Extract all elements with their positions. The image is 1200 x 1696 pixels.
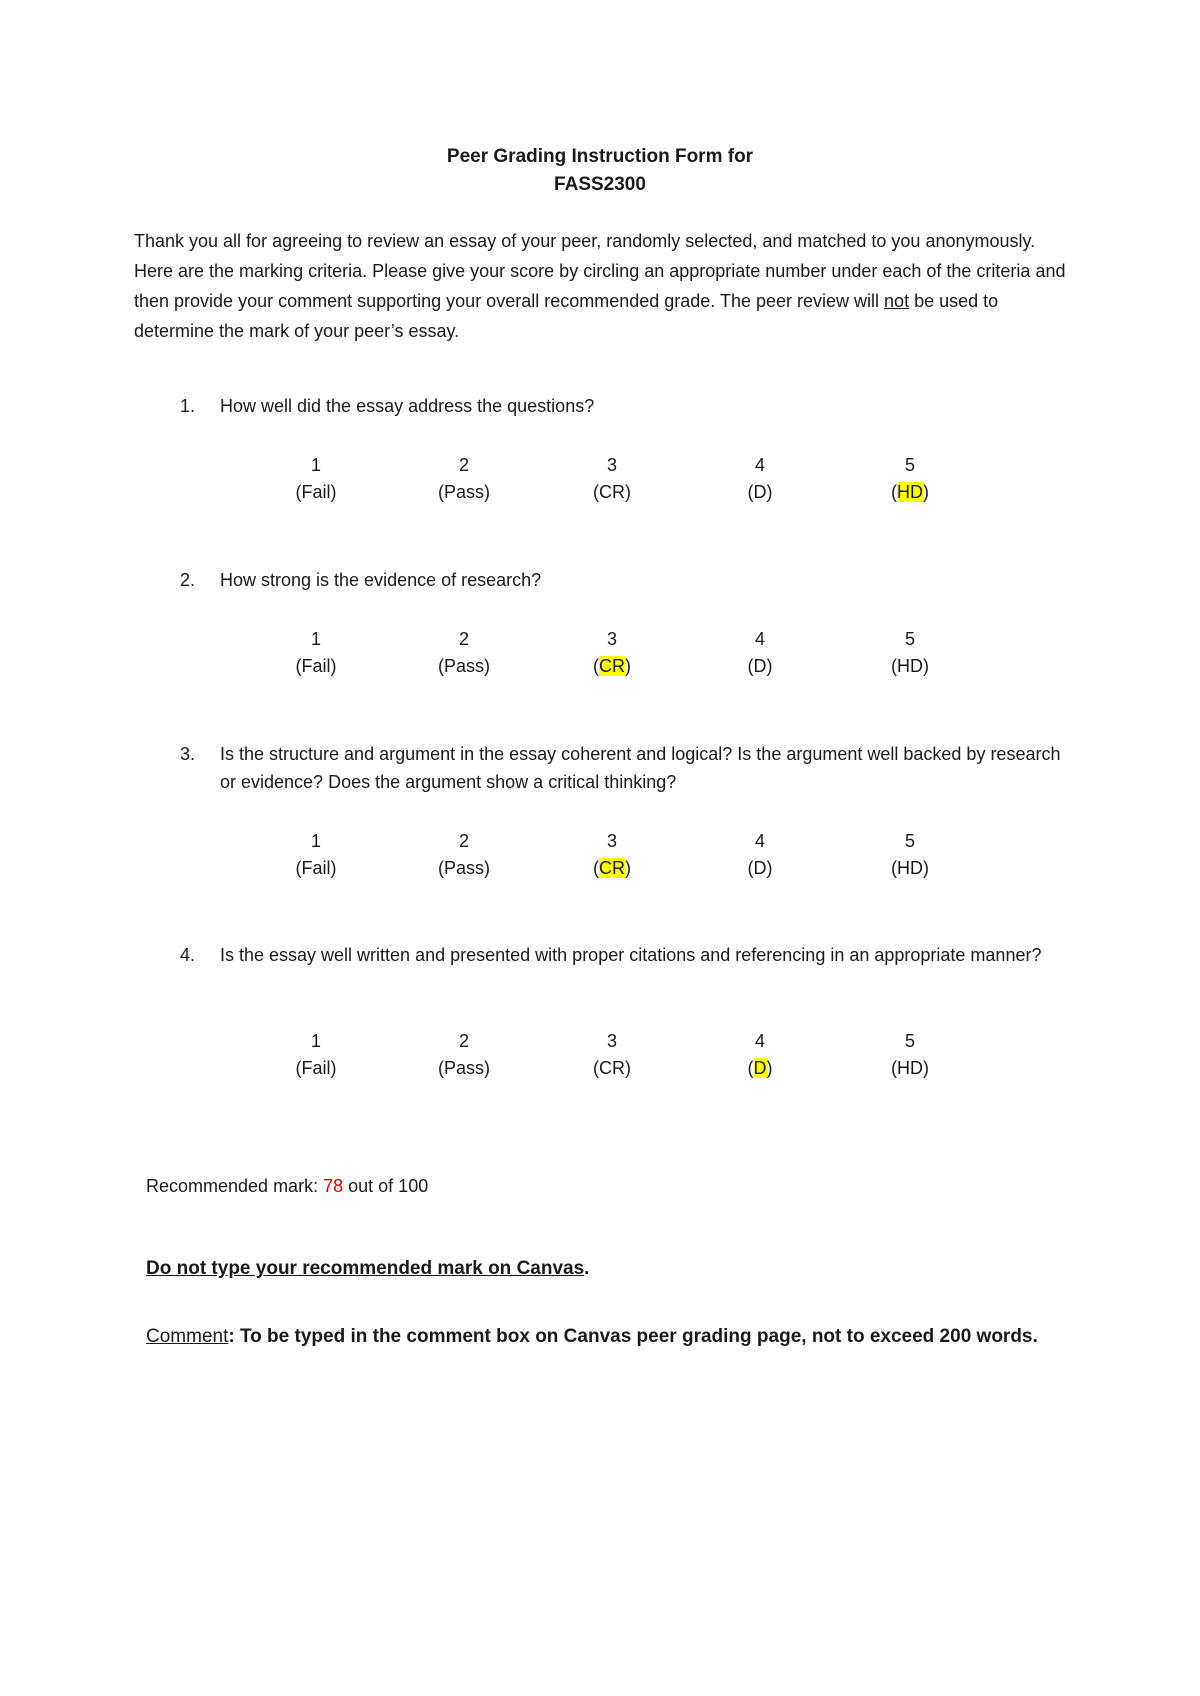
- scale-grade-label: [710, 1055, 810, 1082]
- open-paren: (: [593, 858, 599, 878]
- scale-number: 1: [310, 831, 321, 851]
- open-paren: (: [593, 482, 599, 502]
- question-number: 4.: [180, 945, 196, 965]
- close-paren: ): [625, 858, 631, 878]
- scale-grade-label: [562, 653, 662, 680]
- grade-text: D: [753, 1058, 767, 1078]
- open-paren: (: [437, 656, 444, 676]
- scale-grade-label: [562, 1055, 662, 1082]
- close-paren: ): [923, 1058, 929, 1078]
- warning-text: Do not type your recommended mark on Canvas: [146, 1258, 585, 1279]
- scale-option-2[interactable]: [414, 452, 514, 506]
- open-paren: (: [891, 1058, 897, 1078]
- open-paren: (: [295, 656, 302, 676]
- grade-text: HD: [897, 482, 923, 502]
- scale-number: 5: [904, 629, 915, 649]
- grade-text: D: [753, 482, 767, 502]
- scale-number: 5: [904, 455, 915, 475]
- scale-grade-label: [860, 479, 960, 506]
- grade-text: Fail: [301, 1058, 331, 1078]
- open-paren: (: [891, 858, 897, 878]
- scale-option-1[interactable]: [266, 452, 366, 506]
- intro-emphasis: not: [884, 291, 910, 311]
- scale-number: 4: [754, 629, 765, 649]
- scale-option-3-selected[interactable]: [562, 626, 662, 680]
- intro-text-2: be used to determine the mark of your peer’s essay.: [134, 291, 999, 341]
- recommended-label: Recommended mark:: [146, 1176, 319, 1196]
- scale-option-4[interactable]: [710, 452, 810, 506]
- scale-number: 4: [754, 831, 765, 851]
- scale-number: 5: [904, 831, 915, 851]
- question-number: 1.: [180, 396, 196, 416]
- grade-text: HD: [897, 858, 923, 878]
- question-text: How strong is the evidence of research?: [220, 570, 542, 590]
- intro-paragraph: [134, 226, 1074, 346]
- page-title-line1: Peer Grading Instruction Form for: [446, 146, 754, 167]
- scale-option-5-selected[interactable]: [860, 452, 960, 506]
- scale-number: 3: [606, 1031, 617, 1051]
- scale-number: 2: [458, 455, 469, 475]
- grade-text: CR: [599, 482, 625, 502]
- grade-text: Fail: [301, 656, 331, 676]
- close-paren: ): [766, 1058, 773, 1078]
- close-paren: ): [766, 482, 773, 502]
- scale-grade-label: [414, 479, 514, 506]
- grade-text: HD: [897, 1058, 923, 1078]
- grade-text: Pass: [443, 858, 485, 878]
- scale-option-4[interactable]: [710, 626, 810, 680]
- intro-text-1: Thank you all for agreeing to review an essay of your peer, randomly selected, and matched to you anonymously. Here are the marking criteria. Please give your score by circling an appropriate number under each of the criteria and then provide your comment supporting your overall recommended grade. The peer review will: [134, 231, 1066, 311]
- scale-number: 3: [606, 455, 617, 475]
- question-text: Is the essay well written and presented with proper citations and referencing in an appropriate manner?: [220, 945, 1042, 965]
- grade-text: Fail: [301, 482, 331, 502]
- close-paren: ): [923, 482, 929, 502]
- rating-scale-3: [0, 828, 1200, 884]
- scale-option-3[interactable]: [562, 452, 662, 506]
- question-number: 3.: [180, 744, 196, 764]
- question-text: How well did the essay address the questions?: [220, 396, 595, 416]
- question-text: Is the structure and argument in the essay coherent and logical? Is the argument well backed by research or evidence? Does the argument show a critical thinking?: [220, 744, 1061, 792]
- question-number: 2.: [180, 570, 196, 590]
- scale-option-1[interactable]: [266, 626, 366, 680]
- comment-text: To be typed in the comment box on Canvas peer grading page, not to exceed 200 words.: [234, 1326, 1038, 1347]
- scale-grade-label: [562, 855, 662, 882]
- rating-scale-4: [0, 1028, 1200, 1084]
- open-paren: (: [295, 858, 302, 878]
- open-paren: (: [437, 1058, 444, 1078]
- open-paren: (: [891, 482, 897, 502]
- warning-end: .: [584, 1258, 590, 1279]
- scale-grade-label: [414, 855, 514, 882]
- recommended-mark: [146, 1176, 428, 1197]
- grade-text: CR: [599, 656, 625, 676]
- scale-option-1[interactable]: [266, 828, 366, 882]
- open-paren: (: [891, 656, 897, 676]
- scale-grade-label: [860, 1055, 960, 1082]
- open-paren: (: [295, 1058, 302, 1078]
- close-paren: ): [484, 858, 491, 878]
- scale-number: 5: [904, 1031, 915, 1051]
- close-paren: ): [484, 656, 491, 676]
- warning-note: [146, 1258, 589, 1280]
- scale-grade-label: [414, 1055, 514, 1082]
- scale-number: 1: [310, 1031, 321, 1051]
- grade-text: D: [753, 656, 767, 676]
- scale-option-2[interactable]: [414, 1028, 514, 1082]
- open-paren: (: [437, 858, 444, 878]
- close-paren: ): [625, 1058, 631, 1078]
- close-paren: ): [766, 656, 773, 676]
- scale-grade-label: [710, 653, 810, 680]
- scale-number: 2: [458, 629, 469, 649]
- grade-text: Pass: [443, 482, 485, 502]
- scale-option-5[interactable]: [860, 626, 960, 680]
- close-paren: ): [330, 1058, 337, 1078]
- open-paren: (: [295, 482, 302, 502]
- scale-number: 4: [754, 455, 765, 475]
- scale-grade-label: [266, 479, 366, 506]
- open-paren: (: [593, 656, 599, 676]
- close-paren: ): [330, 858, 337, 878]
- grade-text: Fail: [301, 858, 331, 878]
- scale-option-3[interactable]: [562, 1028, 662, 1082]
- scale-option-5[interactable]: [860, 1028, 960, 1082]
- close-paren: ): [625, 482, 631, 502]
- scale-grade-label: [266, 855, 366, 882]
- close-paren: ): [484, 482, 491, 502]
- scale-grade-label: [266, 1055, 366, 1082]
- close-paren: ): [923, 656, 929, 676]
- scale-number: 2: [458, 831, 469, 851]
- scale-number: 4: [754, 1031, 765, 1051]
- grade-text: Pass: [443, 1058, 485, 1078]
- scale-option-2[interactable]: [414, 626, 514, 680]
- scale-grade-label: [710, 855, 810, 882]
- comment-label: Comment: [146, 1326, 229, 1347]
- grade-text: D: [753, 858, 767, 878]
- close-paren: ): [484, 1058, 491, 1078]
- scale-option-1[interactable]: [266, 1028, 366, 1082]
- comment-instruction: [146, 1322, 1046, 1352]
- close-paren: ): [625, 656, 631, 676]
- open-paren: (: [593, 1058, 599, 1078]
- rating-scale-2: [0, 626, 1200, 682]
- scale-number: 1: [310, 629, 321, 649]
- scale-number: 1: [310, 455, 321, 475]
- rating-scale-1: [0, 452, 1200, 508]
- scale-option-4[interactable]: [710, 828, 810, 882]
- close-paren: ): [923, 858, 929, 878]
- open-paren: (: [747, 858, 754, 878]
- close-paren: ): [766, 858, 773, 878]
- scale-number: 2: [458, 1031, 469, 1051]
- scale-number: 3: [606, 831, 617, 851]
- scale-grade-label: [562, 479, 662, 506]
- scale-option-2[interactable]: [414, 828, 514, 882]
- grade-text: CR: [599, 1058, 625, 1078]
- scale-number: 3: [606, 629, 617, 649]
- page-title-line2: FASS2300: [554, 174, 646, 195]
- scale-grade-label: [710, 479, 810, 506]
- recommended-value: 78: [323, 1176, 344, 1196]
- recommended-suffix: out of 100: [348, 1176, 429, 1196]
- open-paren: (: [747, 656, 754, 676]
- grade-text: CR: [599, 858, 625, 878]
- grade-text: Pass: [443, 656, 485, 676]
- close-paren: ): [330, 656, 337, 676]
- comment-colon: :: [228, 1326, 235, 1347]
- scale-grade-label: [860, 855, 960, 882]
- open-paren: (: [747, 1058, 754, 1078]
- grade-text: HD: [897, 656, 923, 676]
- scale-grade-label: [860, 653, 960, 680]
- scale-grade-label: [266, 653, 366, 680]
- open-paren: (: [437, 482, 444, 502]
- scale-option-4-selected[interactable]: [710, 1028, 810, 1082]
- close-paren: ): [330, 482, 337, 502]
- open-paren: (: [747, 482, 754, 502]
- scale-option-5[interactable]: [860, 828, 960, 882]
- scale-option-3-selected[interactable]: [562, 828, 662, 882]
- scale-grade-label: [414, 653, 514, 680]
